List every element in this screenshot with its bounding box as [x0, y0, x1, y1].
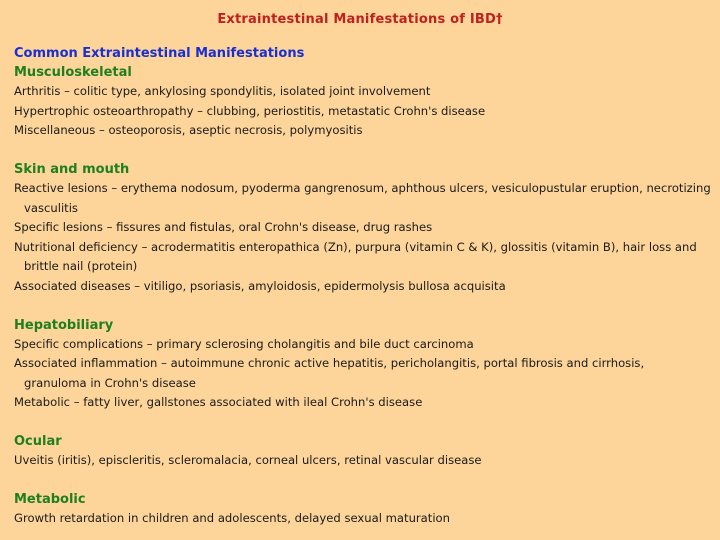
list-item: Arthritis – colitic type, ankylosing spondylitis, isolated joint involvement: [14, 84, 431, 98]
section-title-metabolic: Metabolic: [14, 492, 86, 507]
list-item: Miscellaneous – osteoporosis, aseptic necrosis, polymyositis: [14, 123, 363, 137]
list-item-continuation: brittle nail (protein): [24, 259, 138, 273]
section-title-ocular: Ocular: [14, 434, 62, 449]
spacer: [14, 471, 714, 491]
list-item-continuation: granuloma in Crohn's disease: [24, 375, 196, 390]
spacer: [14, 413, 714, 433]
main-heading: Common Extraintestinal Manifestations: [14, 46, 305, 61]
section-title-hepatobiliary: Hepatobiliary: [14, 317, 114, 333]
list-item-continuation: vasculitis: [24, 200, 78, 215]
list-item: Specific complications – primary sclerosing cholangitis and bile duct carcinoma: [14, 336, 474, 351]
list-item: Specific lesions – fissures and fistulas, oral Crohn's disease, drug rashes: [14, 220, 433, 234]
list-item: Associated inflammation – autoimmune chronic active hepatitis, pericholangitis, portal fibrosis and cirrhosis,: [14, 356, 645, 370]
list-item: Nutritional deficiency – acrodermatitis enteropathica (Zn), purpura (vitamin C & K), glossitis (vitamin B), hair loss and: [14, 239, 697, 254]
list-item: Associated diseases – vitiligo, psoriasis, amyloidosis, epidermolysis bullosa acquisita: [14, 278, 506, 293]
section-title-skin-and-mouth: Skin and mouth: [14, 162, 130, 177]
spacer: [14, 141, 714, 161]
list-item: Reactive lesions – erythema nodosum, pyoderma gangrenosum, aphthous ulcers, vesiculopustular eruption, necrotizing: [14, 181, 711, 195]
spacer: [14, 296, 714, 316]
section-title-musculoskeletal: Musculoskeletal: [14, 65, 132, 80]
page-title: Extraintestinal Manifestations of IBD†: [217, 12, 503, 27]
list-item: Growth retardation in children and adolescents, delayed sexual maturation: [14, 511, 450, 525]
list-item: Metabolic – fatty liver, gallstones associated with ileal Crohn's disease: [14, 395, 423, 409]
list-item: Hypertrophic osteoarthropathy – clubbing, periostitis, metastatic Crohn's disease: [14, 103, 486, 118]
content-body: [14, 44, 714, 529]
list-item: Uveitis (iritis), episcleritis, scleromalacia, corneal ulcers, retinal vascular disease: [14, 453, 482, 467]
